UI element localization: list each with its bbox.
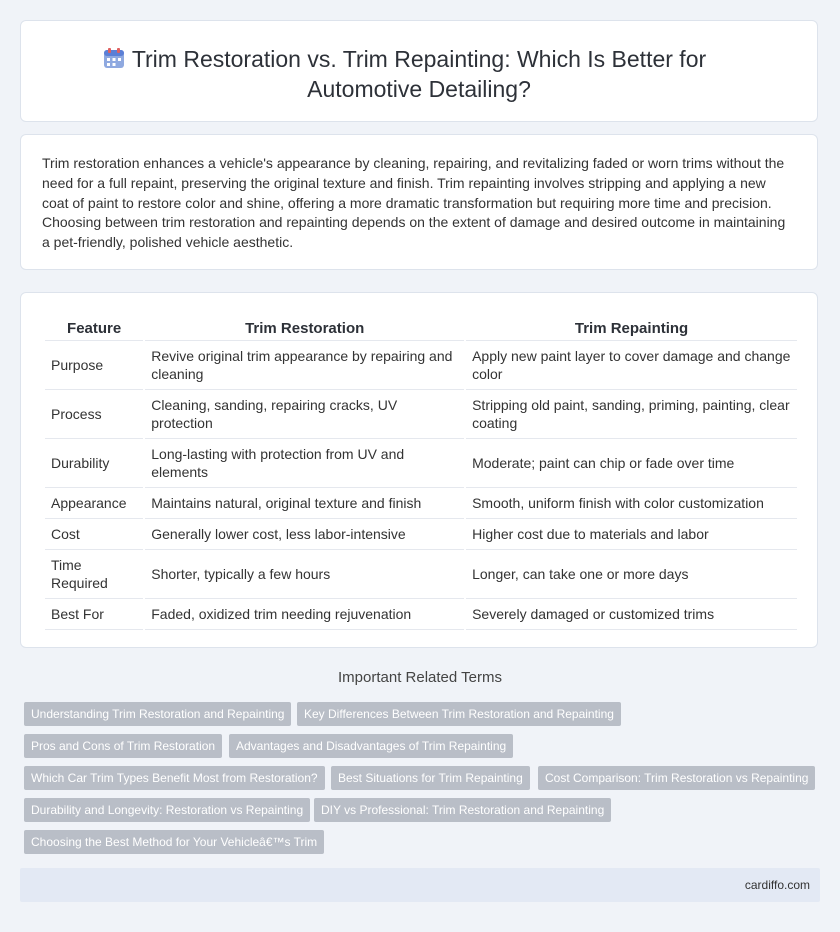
table-row — [45, 439, 797, 488]
page-title: Trim Restoration vs. Trim Repainting: Which Is Better for Automotive Detailing? — [131, 46, 707, 102]
row-restoration: Generally lower cost, less labor-intensive — [145, 519, 464, 550]
row-feature: Appearance — [45, 488, 143, 519]
row-restoration: Faded, oxidized trim needing rejuvenation — [145, 599, 464, 630]
row-feature: Cost — [45, 519, 143, 550]
row-feature: Time Required — [45, 550, 143, 599]
row-repainting: Apply new paint layer to cover damage and change color — [466, 341, 797, 390]
footer — [20, 868, 820, 902]
row-feature: Purpose — [45, 341, 143, 390]
row-feature: Best For — [45, 599, 143, 630]
intro-card — [20, 134, 818, 270]
header-trim-repainting: Trim Repainting — [466, 315, 797, 341]
related-tag[interactable]: Understanding Trim Restoration and Repainting — [24, 702, 291, 726]
row-restoration: Cleaning, sanding, repairing cracks, UV protection — [145, 390, 464, 439]
row-repainting: Smooth, uniform finish with color customization — [466, 488, 797, 519]
related-tag[interactable]: Choosing the Best Method for Your Vehicleâ€™s Trim — [24, 830, 324, 854]
row-repainting: Stripping old paint, sanding, priming, painting, clear coating — [466, 390, 797, 439]
table-header-row — [45, 315, 797, 341]
related-tag[interactable]: Cost Comparison: Trim Restoration vs Repainting — [538, 766, 815, 790]
title-card — [20, 20, 818, 122]
row-repainting: Severely damaged or customized trims — [466, 599, 797, 630]
related-tag[interactable]: Durability and Longevity: Restoration vs Repainting — [24, 798, 310, 822]
related-tag[interactable]: Pros and Cons of Trim Restoration — [24, 734, 222, 758]
table-row — [45, 390, 797, 439]
related-tag[interactable]: Key Differences Between Trim Restoration and Repainting — [297, 702, 621, 726]
row-restoration: Long-lasting with protection from UV and elements — [145, 439, 464, 488]
table-row — [45, 488, 797, 519]
header-feature: Feature — [45, 315, 143, 341]
header-trim-restoration: Trim Restoration — [145, 315, 464, 341]
row-repainting: Moderate; paint can chip or fade over time — [466, 439, 797, 488]
row-restoration: Shorter, typically a few hours — [145, 550, 464, 599]
related-tag[interactable]: DIY vs Professional: Trim Restoration and Repainting — [314, 798, 611, 822]
row-feature: Durability — [45, 439, 143, 488]
comparison-card — [20, 292, 818, 648]
table-row — [45, 341, 797, 390]
comparison-table — [43, 315, 799, 630]
row-repainting: Longer, can take one or more days — [466, 550, 797, 599]
related-tag[interactable]: Best Situations for Trim Repainting — [331, 766, 530, 790]
related-terms-heading: Important Related Terms — [338, 669, 502, 686]
related-tag[interactable]: Advantages and Disadvantages of Trim Repainting — [229, 734, 513, 758]
row-feature: Process — [45, 390, 143, 439]
table-row — [45, 519, 797, 550]
footer-site[interactable]: cardiffo.com — [744, 878, 810, 892]
table-row — [45, 550, 797, 599]
related-tag[interactable]: Which Car Trim Types Benefit Most from Restoration? — [24, 766, 325, 790]
intro-paragraph: Trim restoration enhances a vehicle's appearance by cleaning, repairing, and revitalizing faded or worn trims without the need for a full repaint, preserving the original texture and finish. Trim repainting involves stripping and applying a new coat of paint to restore color and shine, offering a more dramatic transformation but requiring more time and precision. Choosing between trim restoration and repainting depends on the extent of damage and desired outcome in maintaining a pet-friendly, polished vehicle aesthetic. — [42, 155, 786, 251]
row-repainting: Higher cost due to materials and labor — [466, 519, 797, 550]
row-restoration: Maintains natural, original texture and finish — [145, 488, 464, 519]
row-restoration: Revive original trim appearance by repairing and cleaning — [145, 341, 464, 390]
table-row — [45, 599, 797, 630]
